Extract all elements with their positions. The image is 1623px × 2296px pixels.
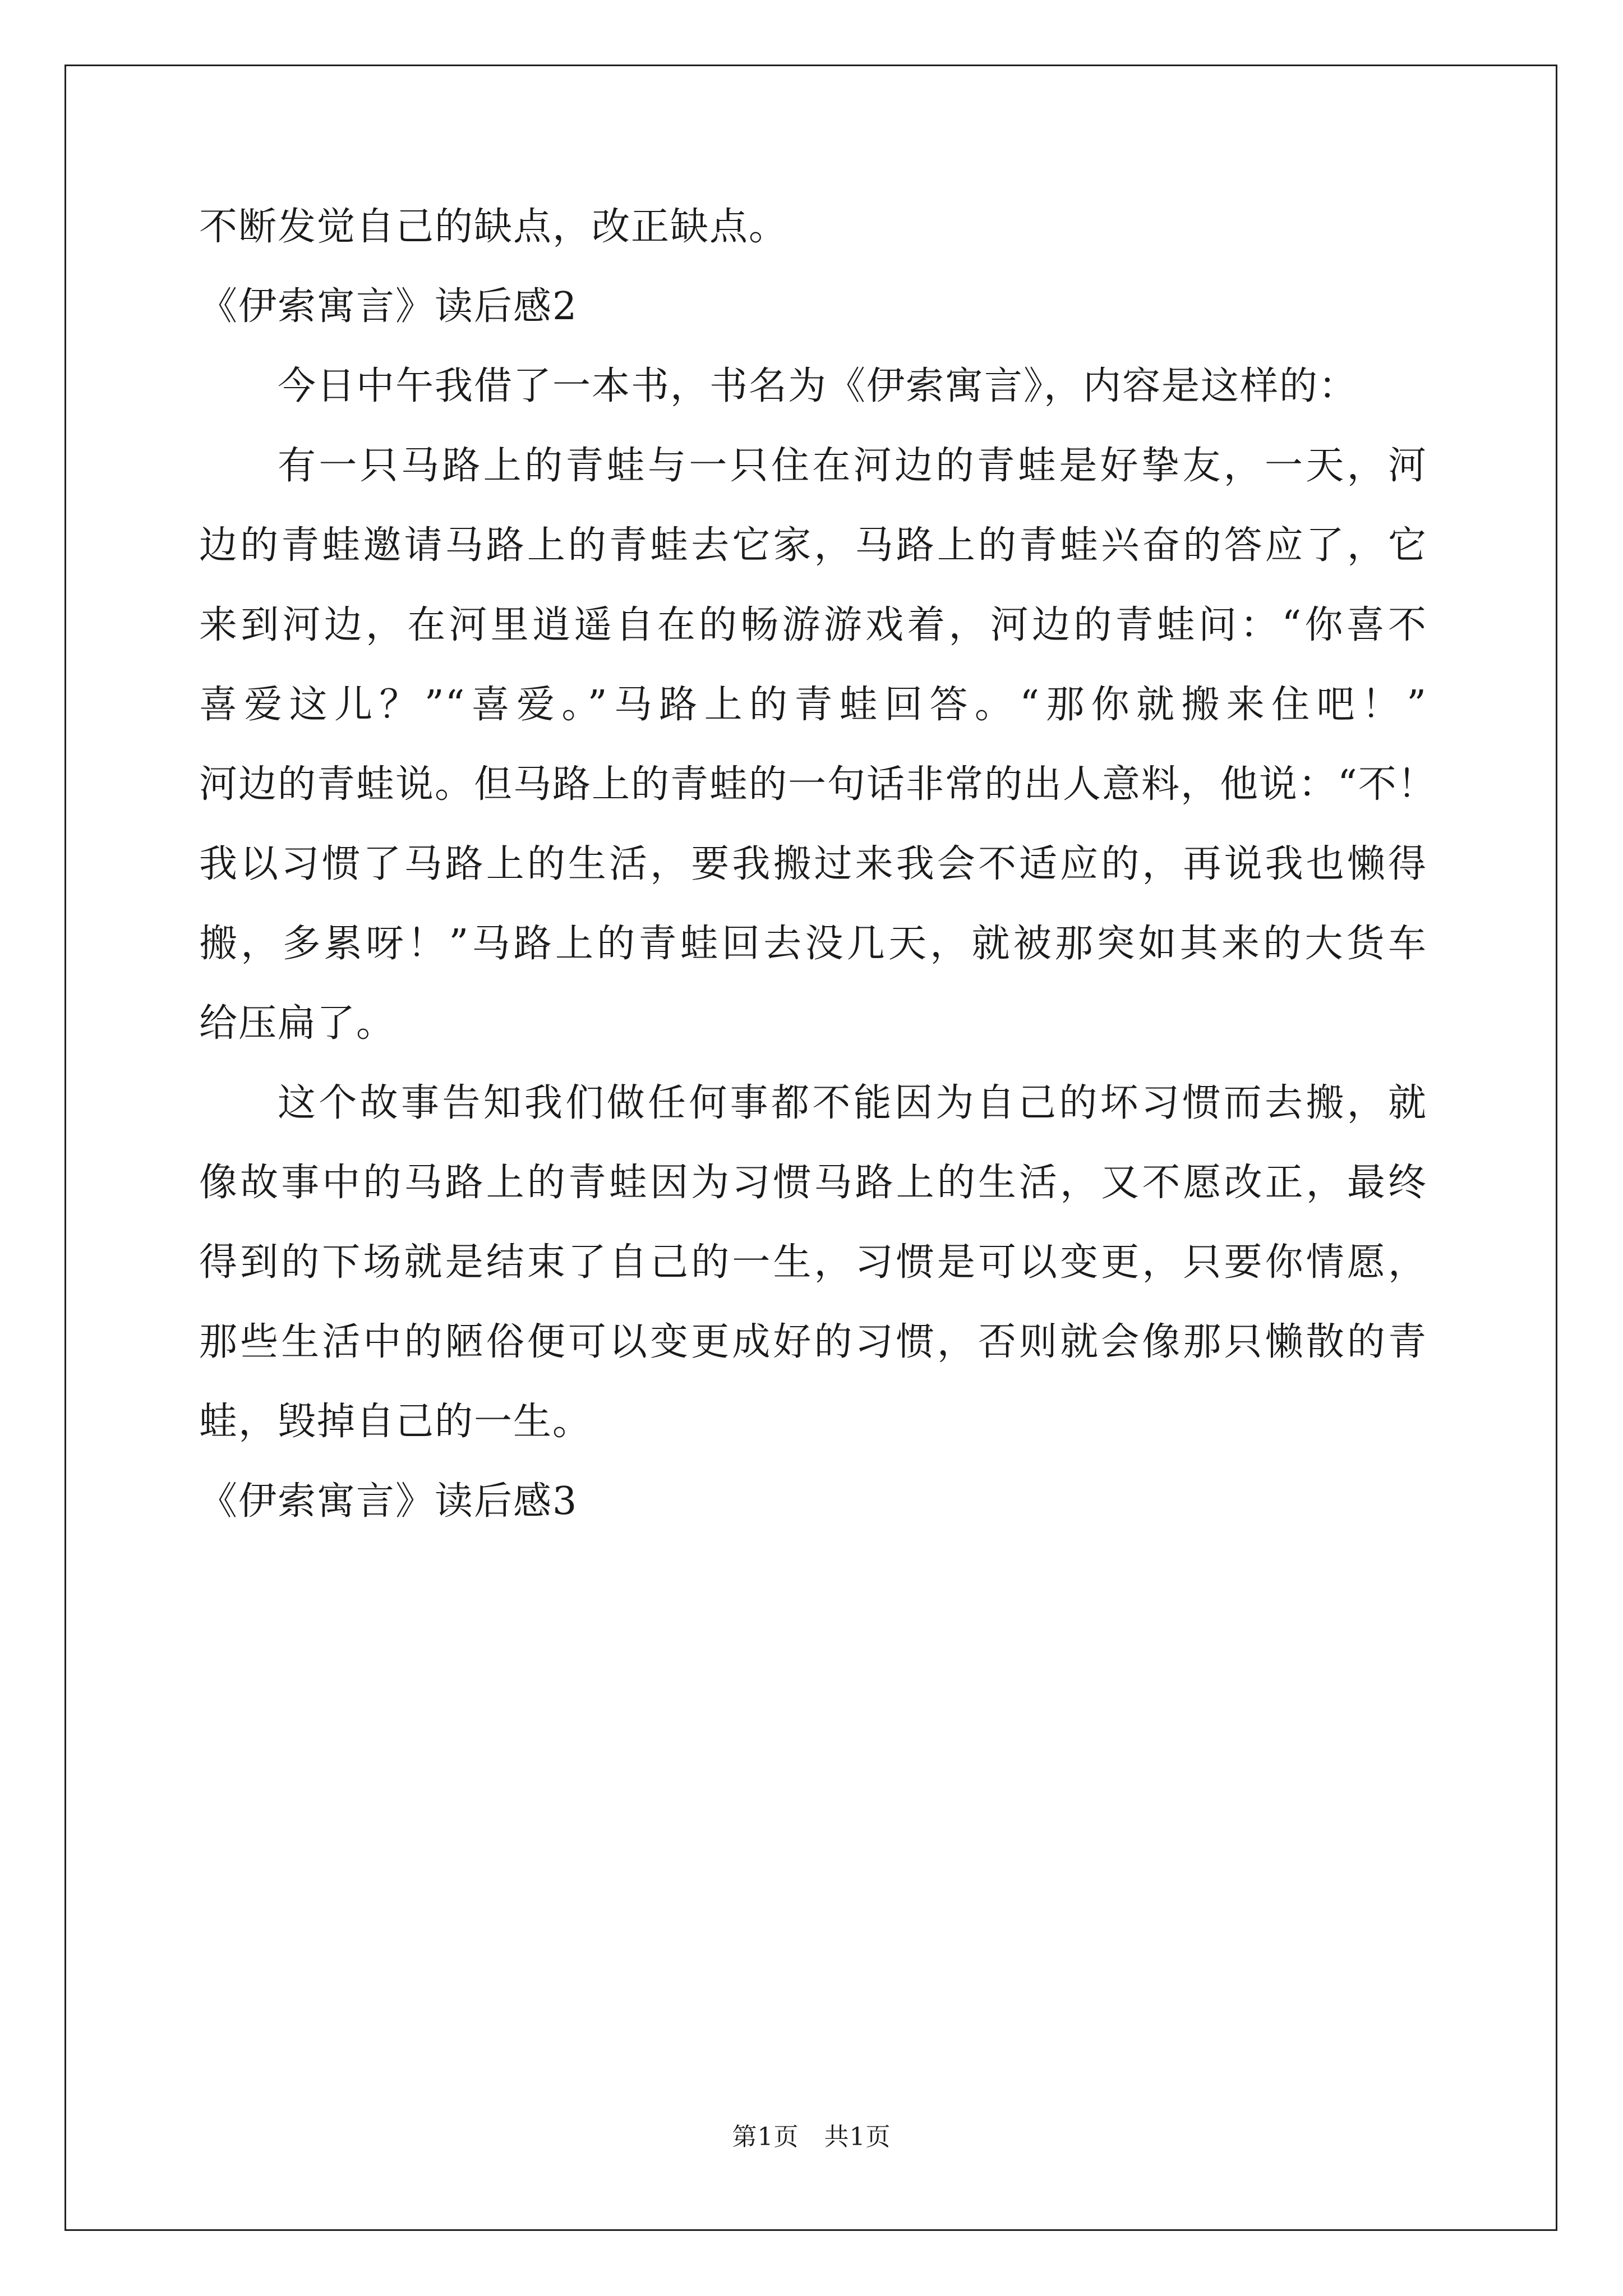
- paragraph-line: 搬，多累呀！”马路上的青蛙回去没几天，就被那突如其来的大货车: [199, 922, 1427, 966]
- paragraph-line: 喜爱这儿？”“喜爱。”马路上的青蛙回答。“那你就搬来住吧！”: [199, 683, 1427, 727]
- section-heading: 《伊索寓言》读后感2: [199, 284, 578, 329]
- page-footer: 第1页 共1页: [732, 2123, 891, 2151]
- paragraph-line: 得到的下场就是结束了自己的一生，习惯是可以变更，只要你情愿，: [199, 1240, 1427, 1285]
- section-heading: 《伊索寓言》读后感3: [199, 1479, 578, 1524]
- text-line: 不断发觉自己的缺点，改正缺点。: [199, 205, 789, 249]
- paragraph-line: 今日中午我借了一本书，书名为《伊索寓言》，内容是这样的：: [278, 364, 1358, 408]
- paragraph-line: 河边的青蛙说。但马路上的青蛙的一句话非常的出人意料，他说：“不！: [199, 762, 1437, 807]
- paragraph-line: 给压扁了。: [199, 1001, 396, 1046]
- paragraph-line: 蛙，毁掉自己的一生。: [199, 1400, 592, 1444]
- paragraph-line: 边的青蛙邀请马路上的青蛙去它家，马路上的青蛙兴奋的答应了，它: [199, 523, 1427, 568]
- paragraph-line: 这个故事告知我们做任何事都不能因为自己的坏习惯而去搬，就: [278, 1081, 1427, 1125]
- paragraph-line: 我以习惯了马路上的生活，要我搬过来我会不适应的，再说我也懒得: [199, 842, 1427, 886]
- paragraph-line: 像故事中的马路上的青蛙因为习惯马路上的生活，又不愿改正，最终: [199, 1161, 1427, 1205]
- paragraph-line: 来到河边，在河里逍遥自在的畅游游戏着，河边的青蛙问：“你喜不: [199, 603, 1427, 647]
- paragraph-line: 那些生活中的陋俗便可以变更成好的习惯，否则就会像那只懒散的青: [199, 1320, 1427, 1364]
- paragraph-line: 有一只马路上的青蛙与一只住在河边的青蛙是好挚友，一天，河: [278, 444, 1427, 488]
